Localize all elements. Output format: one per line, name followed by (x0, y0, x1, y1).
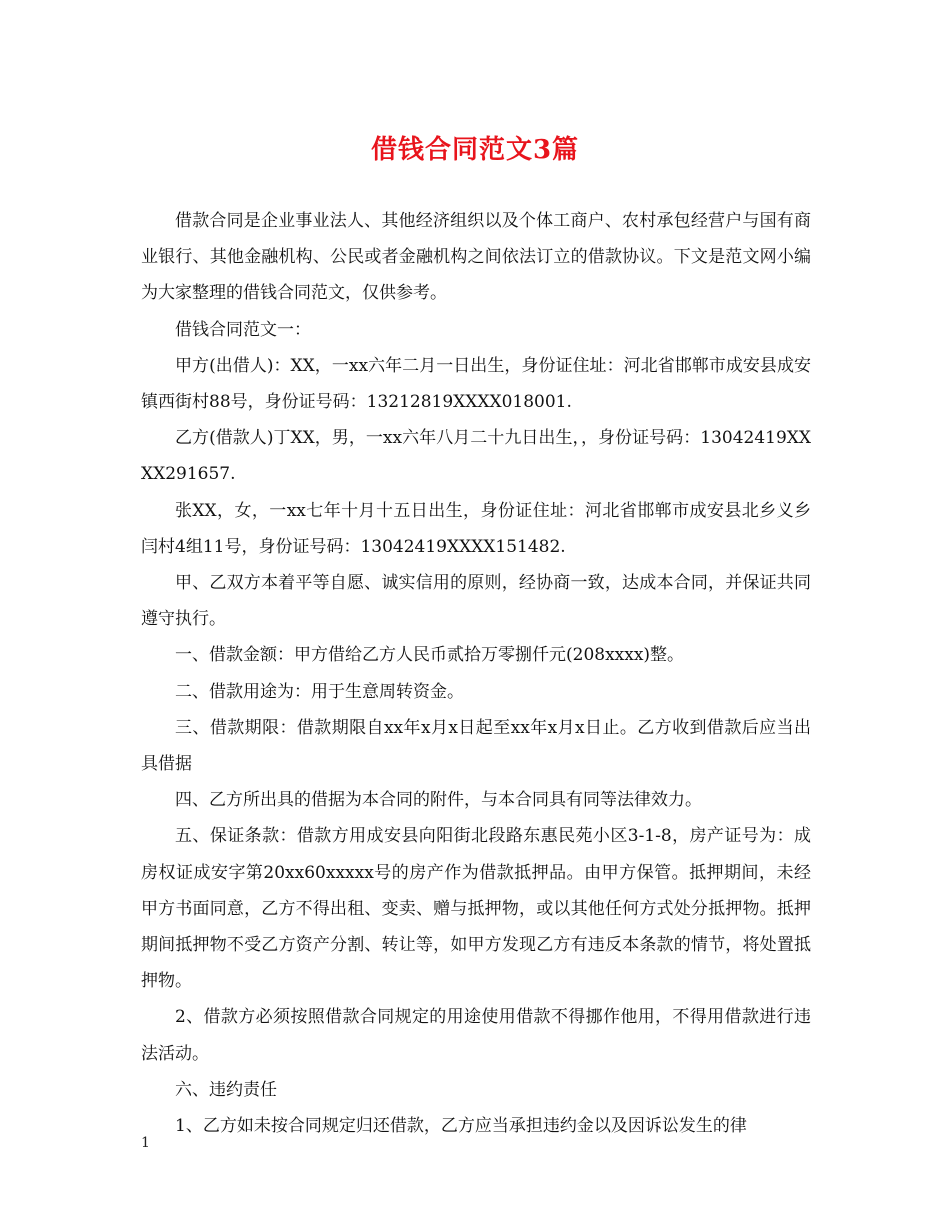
document-title: 借钱合同范文3篇 (370, 135, 580, 165)
clause-liability-item-1: 1、乙方如未按合同规定归还借款，乙方应当承担违约金以及因诉讼发生的律 (175, 1116, 747, 1137)
clause-loan-term: 三、借款期限：借款期限自xx年x月x日起至xx年x月x日止。乙方收到借款后应当出具借据 (141, 717, 811, 775)
party-a-paragraph: 甲方(出借人)：XX，一xx六年二月一日出生，身份证住址：河北省邯郸市成安县成安镇西街村88号，身份证号码：13212819XXXX018001. (141, 355, 811, 413)
clause-loan-amount: 一、借款金额：甲方借给乙方人民币贰拾万零捌仟元(208xxxx)整。 (175, 645, 685, 666)
intro-paragraph: 借款合同是企业事业法人、其他经济组织以及个体工商户、农村承包经营户与国有商业银行、其他金融机构、公民或者金融机构之间依法订立的借款协议。下文是范文网小编为大家整理的借钱合同范文，仅供参考。 (141, 211, 811, 304)
page-number: 1 (141, 1135, 150, 1151)
clause-guarantee: 五、保证条款：借款方用成安县向阳街北段路东惠民苑小区3-1-8，房产证号为：成房权证成安字第20xx60xxxxx号的房产作为借款抵押品。由甲方保管。抵押期间，未经甲方书面同意，乙方不得出租、变卖、赠与抵押物，或以其他任何方式处分抵押物。抵押期间抵押物不受乙方资产分割、转让等，如甲方发现乙方有违反本条款的情节，将处置抵押物。 (141, 826, 811, 992)
agreement-principle-paragraph: 甲、乙双方本着平等自愿、诚实信用的原则，经协商一致，达成本合同，并保证共同遵守执行。 (141, 573, 811, 630)
co-borrower-paragraph: 张XX，女，一xx七年十月十五日出生，身份证住址：河北省邯郸市成安县北乡义乡闫村4组11号，身份证号码：13042419XXXX151482. (141, 500, 811, 557)
section-heading-contract-one: 借钱合同范文一： (175, 319, 311, 340)
document-body (141, 203, 811, 1144)
clause-liability-heading: 六、违约责任 (175, 1079, 277, 1100)
clause-loan-purpose: 二、借款用途为：用于生意周转资金。 (175, 681, 464, 702)
clause-usage-restriction: 2、借款方必须按照借款合同规定的用途使用借款不得挪作他用，不得用借款进行违法活动。 (141, 1007, 811, 1064)
clause-receipt: 四、乙方所出具的借据为本合同的附件，与本合同具有同等法律效力。 (175, 790, 702, 811)
party-b-paragraph: 乙方(借款人)丁XX，男，一xx六年八月二十九日出生，，身份证号码：13042419XXXX291657. (141, 428, 811, 485)
